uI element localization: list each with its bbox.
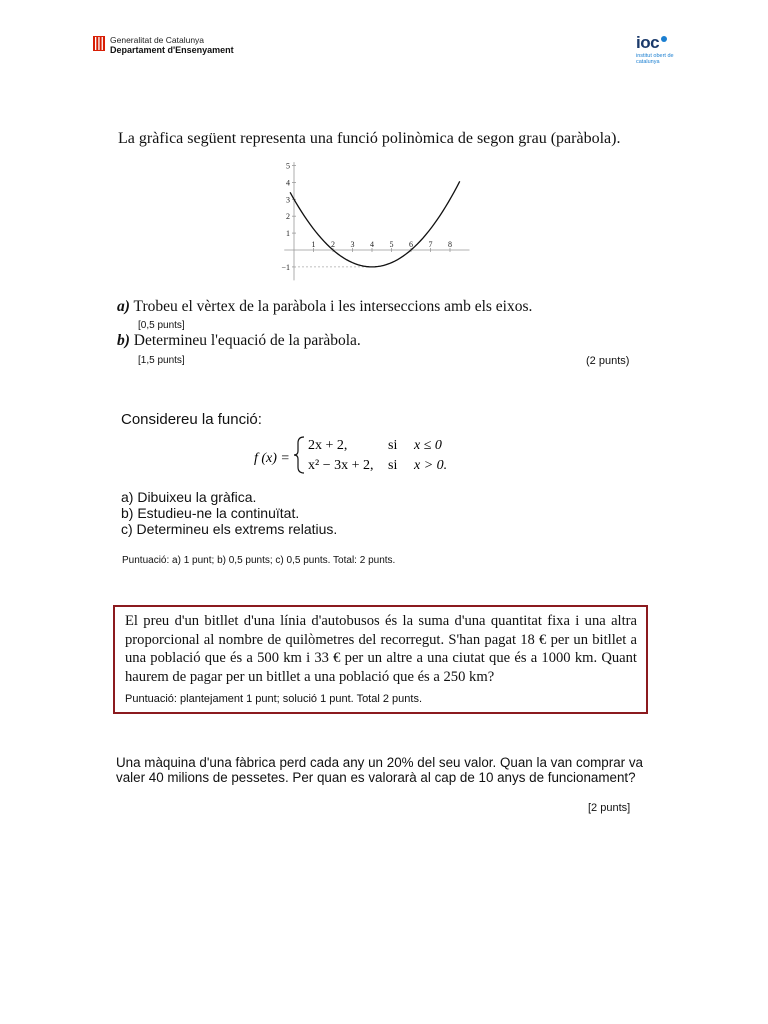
parabola-series-line [290, 181, 460, 267]
case1-si: si [388, 438, 398, 453]
y-tick-label: 1 [286, 229, 290, 239]
question-b-points: [1,5 punts] [138, 355, 185, 366]
exercise1-question-a [117, 298, 532, 316]
ioc-logo-text: ioc [636, 33, 660, 52]
x-tick-label: 3 [350, 240, 355, 249]
y-tick-label: 3 [286, 195, 290, 205]
question-a-text: Trobeu el vèrtex de la paràbola i les interseccions amb els eixos. [133, 298, 533, 315]
question-b-label: b) [117, 332, 130, 349]
x-tick-label: 4 [370, 240, 374, 249]
case2-condition: x > 0. [414, 458, 448, 473]
exercise3-box [113, 605, 648, 714]
case1-condition: x ≤ 0 [414, 438, 442, 453]
y-tick-label: 4 [286, 178, 290, 188]
case2-si: si [388, 458, 398, 473]
exercise3-text: El preu d'un bitllet d'una línia d'autobusos és la suma d'una quantitat fixa i una altra proporcional al nombre de quilòmetres del recorregut. S'han pagat 18 € per un bitllet a una població que és a 500 km i 33 € per un altre a una ciutat que és a 1000 km. Quant haurem de pagar per un bitllet a una població que és a 250 km? [125, 613, 637, 685]
case2-expression: x² − 3x + 2, [308, 458, 374, 473]
x-tick-label: 5 [389, 240, 394, 249]
case1-expression: 2x + 2, [308, 438, 348, 453]
exercise2-items [121, 489, 337, 537]
x-tick-label: 7 [428, 240, 433, 249]
exercise4-text: Una màquina d'una fàbrica perd cada any un 20% del seu valor. Quan la van comprar va valer 40 milions de pessetes. Per quan es valorarà al cap de 10 anys de funcionament? [116, 755, 643, 785]
ioc-subtitle: institut obert de catalunya [636, 53, 674, 65]
function-lhs: f (x) = [254, 451, 290, 466]
organization-name [110, 35, 234, 55]
piecewise-function [254, 433, 474, 477]
exercise2-score: Puntuació: a) 1 punt; b) 0,5 punts; c) 0,5 punts. Total: 2 punts. [122, 555, 396, 566]
y-tick-label: −1 [281, 262, 290, 272]
exercise1-question-b [117, 332, 361, 350]
y-tick-label: 2 [286, 212, 290, 222]
ioc-logo [636, 34, 684, 65]
x-tick-label: 6 [409, 240, 413, 249]
exercise1-statement: La gràfica següent representa una funció polinòmica de segon grau (paràbola). [118, 130, 621, 147]
exercise4-points: [2 punts] [588, 802, 631, 814]
question-a-points: [0,5 punts] [138, 320, 185, 331]
question-b-text: Determineu l'equació de la paràbola. [133, 332, 361, 349]
y-tick-label: 5 [286, 161, 290, 171]
question-a-label: a) [117, 298, 130, 315]
exercise1-total: (2 punts) [586, 355, 630, 367]
generalitat-logo-icon [93, 36, 105, 51]
x-tick-label: 1 [311, 240, 316, 249]
parabola-chart [278, 158, 478, 288]
exercise2-intro: Considereu la funció: [121, 411, 262, 428]
exercise3-score: Puntuació: plantejament 1 punt; solució 1 punt. Total 2 punts. [125, 693, 422, 705]
org-line1: Generalitat de Catalunya [110, 35, 205, 45]
list-item: a) Dibuixeu la gràfica. [121, 489, 257, 505]
x-tick-label: 8 [448, 240, 452, 249]
list-item: c) Determineu els extrems relatius. [121, 521, 338, 537]
ioc-dot-icon [661, 36, 667, 42]
list-item: b) Estudieu-ne la continuïtat. [121, 505, 300, 521]
left-brace-icon [294, 437, 304, 473]
x-tick-label: 2 [331, 240, 335, 249]
org-line2: Departament d'Ensenyament [110, 45, 234, 55]
